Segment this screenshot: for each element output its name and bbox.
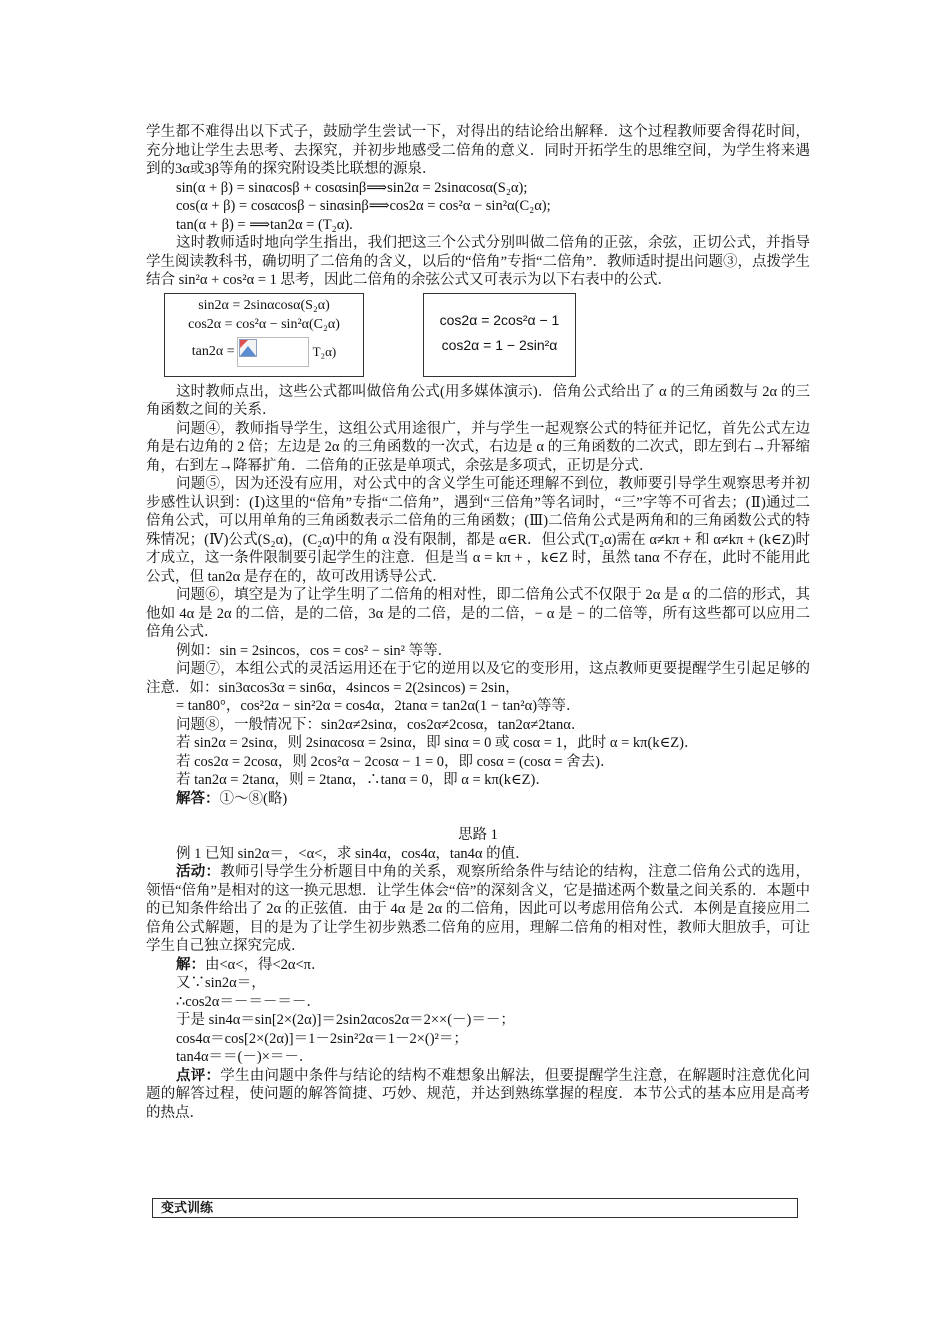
comment-text: 学生由问题中条件与结论的结构不难想象出解法，但要提醒学生注意，在解题时注意优化问题的解答过程，使问题的解答简捷、巧妙、规范，并达到熟练掌握的程度．本节公式的基本应用是高考的热点． xyxy=(146,1067,810,1121)
activity-text: 教师引导学生分析题目中角的关系，观察所给条件与结论的结构，注意二倍角公式的选用，领悟“倍角”是相对的这一换元思想．让学生体会“倍”的深刻含义，它是描述两个数量之间关系的．本题中的已知条件给出了 2α 的正弦值．由于 4α 是 2α 的二倍角，因此可以考虑用倍角公式．本例是直接应用二倍角公式解题，目的是为了让学生初步熟悉二倍角的应用，理解二倍角的相对性，教师大胆放手，可让学生自己独立探究完成． xyxy=(146,864,810,954)
table-row-cos2a: cos2α = cos²α − sin²α(C₂α) xyxy=(188,316,340,332)
answer-line xyxy=(146,790,810,809)
tan2a-label: tan2α = xyxy=(191,344,235,359)
solution-step-3: ∴cos2α＝－＝－＝－． xyxy=(176,993,321,1010)
case-tan: 若 tan2α = 2tanα，则 = 2tanα，∴tanα = 0，即 α = kπ(k∈Z)． xyxy=(176,772,550,788)
solution-step-5: cos4α＝cos[2×(2α)]＝1－2sin²2α＝1－2×()²＝； xyxy=(176,1030,468,1047)
table-row-cos2a-sin: cos2α = 1 − 2sin²α xyxy=(441,336,558,353)
paragraph-example-line: 例如：sin = 2sincos，cos = cos² − sin² 等等． xyxy=(176,642,453,659)
paragraph-multiple-angle: 这时教师点出，这些公式都叫做倍角公式(用多媒体演示)．倍角公式给出了 α 的三角函数与 2α 的三角函数之间的关系． xyxy=(146,383,810,418)
formula-sin-sum: sin(α + β) = sinαcosβ + cosαsinβ⟹sin2α = 2sinαcosα(S₂α); xyxy=(176,179,528,196)
table-row-cos2a-cos: cos2α = 2cos²α − 1 xyxy=(439,311,560,328)
paragraph-question-6: 问题⑥，填空是为了让学生明了二倍角的相对性，即二倍角公式不仅限于 2α 是 α 的二倍的形式，其他如 4α 是 2α 的二倍，是的二倍，3α 是的二倍，是的二倍，− α 是 − 的二倍等，所有这些都可以应用二倍角公式． xyxy=(146,587,810,640)
formula-tan-sum: tan(α + β) = ⟹tan2α = (T₂α). xyxy=(176,216,353,233)
broken-image-placeholder xyxy=(237,337,309,367)
t2a-label: T₂α) xyxy=(312,344,337,359)
solution-step-4: 于是 sin4α＝sin[2×(2α)]＝2sin2αcos2α＝2××(－)＝－； xyxy=(176,1012,515,1028)
paragraph-intro: 学生都不难得出以下式子，鼓励学生尝试一下，对得出的结论给出解释．这个过程教师要舍得花时间，充分地让学生去思考、去探究，并初步地感受二倍角的意义．同时开拓学生的思维空间，为学生将来遇到的3α或3β等角的探究附设类比联想的源泉． xyxy=(146,124,810,177)
cos2a-variants-table xyxy=(423,293,576,377)
solution-step-6: tan4α＝＝(－)×＝－． xyxy=(176,1049,314,1065)
solution-label: 解： xyxy=(176,956,205,973)
paragraph-question-8: 问题⑧，一般情况下：sin2α≠2sinα，cos2α≠2cosα，tan2α≠2tanα． xyxy=(176,716,586,733)
solution-line xyxy=(146,956,810,975)
case-cos: 若 cos2α = 2cosα，则 2cos²α − 2cosα − 1 = 0，即 cosα = (cosα = 舍去)． xyxy=(176,753,615,770)
example-1: 例 1 已知 sin2α＝，<α<，求 sin4α，cos4α，tan4α 的值． xyxy=(176,845,530,862)
formula-cos-sum: cos(α + β) = cosαcosβ − sinαsinβ⟹cos2α = cos²α − sin²α(C₂α); xyxy=(176,198,551,214)
activity-paragraph xyxy=(146,863,810,956)
paragraph-question-7-cont: = tan80°，cos²2α − sin²2α = cos4α，2tanα = tan2α(1 − tan²α)等等． xyxy=(176,698,581,714)
paragraph-question-5: 问题⑤，因为还没有应用，对公式中的含义学生可能还理解不到位，教师要引导学生观察思考并初步感性认识到：(Ⅰ)这里的“倍角”专指“二倍角”，遇到“三倍角”等名词时，“三”字等不可省去；(Ⅱ)通过二倍角公式，可以用单角的三角函数表示二倍角的三角函数；(Ⅲ)二倍角公式是两角和的三角函数公式的特殊情况；(Ⅳ)公式(S₂α)，(C₂α)中的角 α 没有限制，都是 α∈R．但公式(T₂α)需在 α≠kπ + 和 α≠kπ + (k∈Z)时才成立，这一条件限制要引起学生的注意．但是当 α = kπ + ，k∈Z 时，虽然 tanα 不存在，此时不能用此公式，但 tan2α 是存在的，故可改用诱导公式． xyxy=(146,476,810,585)
comment-label: 点评： xyxy=(176,1067,221,1084)
table-row-tan2a xyxy=(165,336,363,368)
image-icon xyxy=(239,339,257,357)
paragraph-double-angle-names: 这时教师适时地向学生指出，我们把这三个公式分别叫做二倍角的正弦，余弦，正切公式，并指导学生阅读教科书，确切明了二倍角的含义，以后的“倍角”专指“二倍角”．教师适时提出问题③，点拨学生结合 sin²α + cos²α = 1 思考，因此二倍角的余弦公式又可表示为以下右表中的公式． xyxy=(146,235,810,288)
comment-paragraph xyxy=(146,1067,810,1123)
double-angle-formula-table xyxy=(164,293,364,377)
solution-step-2: 又∵sin2α＝， xyxy=(176,975,266,991)
table-row-sin2a: sin2α = 2sinαcosα(S₂α) xyxy=(198,297,330,313)
document-body xyxy=(146,123,810,1122)
paragraph-question-4: 问题④，教师指导学生，这组公式用途很广，并与学生一起观察公式的特征并记忆，首先公式左边角是右边角的 2 倍；左边是 2α 的三角函数的一次式，右边是 α 的三角函数的二次式，即左到右→升幂缩角，右到左→降幂扩角．二倍角的正弦是单项式，余弦是多项式，正切是分式． xyxy=(146,420,810,474)
solution-text: 由<α<，得<2α<π． xyxy=(205,956,326,973)
paragraph-question-7: 问题⑦，本组公式的灵活运用还在于它的逆用以及它的变形用，这点教师更要提醒学生引起足够的注意．如：sin3αcos3α = sin6α，4sincos = 2(2sincos) = 2sin， xyxy=(146,661,810,696)
answer-label: 解答： xyxy=(176,790,220,807)
section-heading: 思路 1 xyxy=(458,827,498,843)
activity-label: 活动： xyxy=(176,864,221,880)
formula-tables xyxy=(146,293,810,381)
variant-training-box: 变式训练 xyxy=(152,1198,798,1218)
answer-text: ①～⑧(略) xyxy=(219,790,288,807)
case-sin: 若 sin2α = 2sinα，则 2sinαcosα = 2sinα，即 sinα = 0 或 cosα = 1，此时 α = kπ(k∈Z)． xyxy=(176,735,699,751)
